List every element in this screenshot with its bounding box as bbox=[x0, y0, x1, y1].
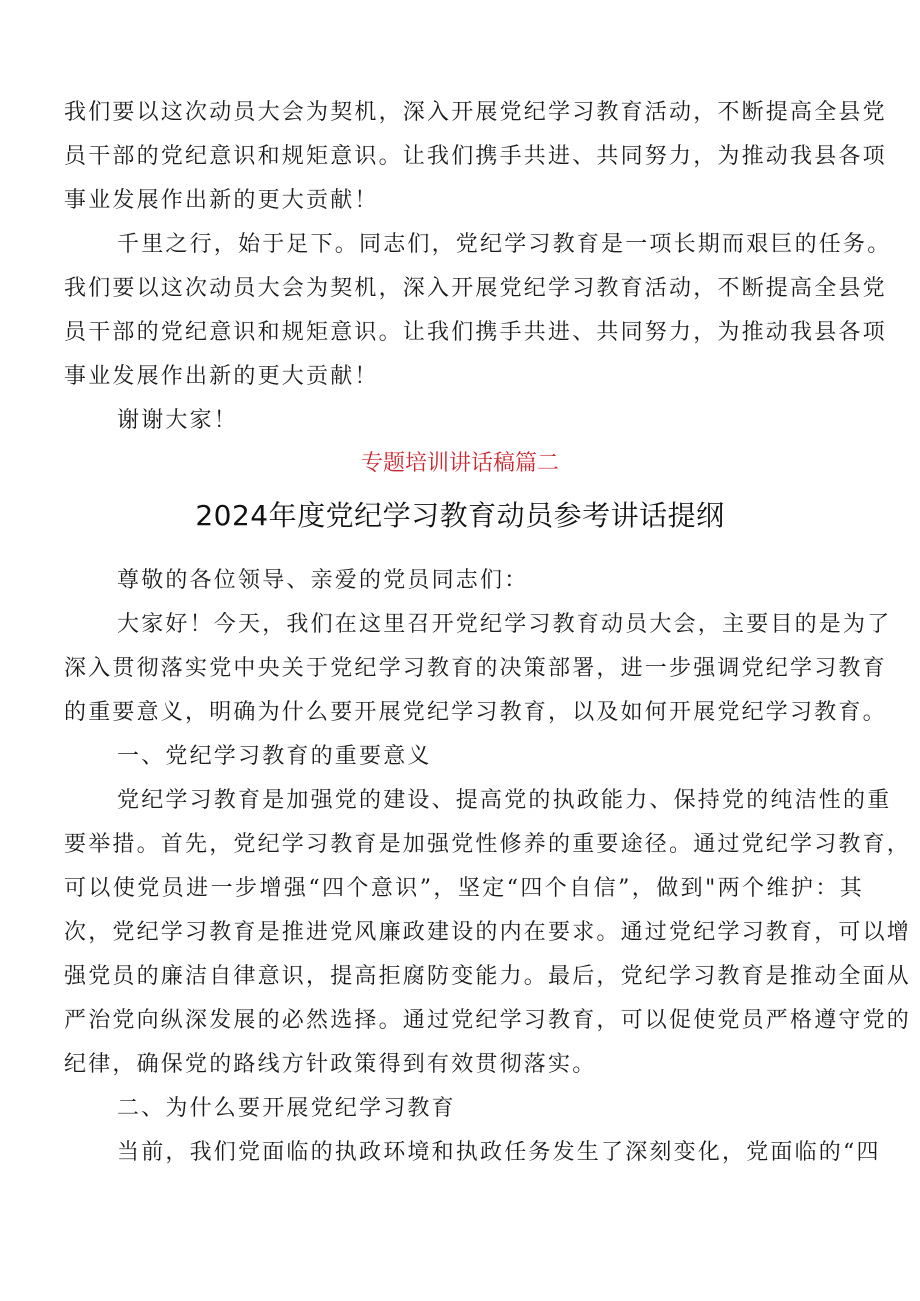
opening-line-1: 大家好！今天，我们在这里召开党纪学习教育动员大会，主要目的是为了 bbox=[117, 612, 892, 637]
opening-line-2: 深入贯彻落实党中央关于党纪学习教育的决策部署，进一步强调党纪学习教育 bbox=[64, 656, 887, 681]
thanks-text: 谢谢大家！ bbox=[117, 408, 239, 433]
salutation: 尊敬的各位领导、亲爱的党员同志们： bbox=[117, 568, 529, 593]
intro-line-3: 事业发展作出新的更大贡献！ bbox=[64, 188, 379, 213]
significance-line-3: 可以使党员进一步增强“四个意识”，坚定“四个自信”，做到"两个维护：其 bbox=[64, 876, 864, 901]
intro-line-1: 我们要以这次动员大会为契机，深入开展党纪学习教育活动，不断提高全县党 bbox=[64, 100, 887, 125]
document-title: 2024年度党纪学习教育动员参考讲话提纲 bbox=[195, 499, 725, 532]
significance-line-2: 要举措。首先，党纪学习教育是加强党性修养的重要途径。通过党纪学习教育， bbox=[64, 832, 912, 857]
section-heading-1: 一、党纪学习教育的重要意义 bbox=[117, 744, 432, 769]
significance-line-4: 次，党纪学习教育是推进党风廉政建设的内在要求。通过党纪学习教育，可以增 bbox=[64, 920, 912, 945]
significance-line-6: 严治党向纵深发展的必然选择。通过党纪学习教育，可以促使党员严格遵守党的 bbox=[64, 1008, 912, 1033]
significance-line-5: 强党员的廉洁自律意识，提高拒腐防变能力。最后，党纪学习教育是推动全面从 bbox=[64, 964, 912, 989]
intro-line-2: 员干部的党纪意识和规矩意识。让我们携手共进、共同努力，为推动我县各项 bbox=[64, 144, 887, 169]
closing-line-4: 事业发展作出新的更大贡献！ bbox=[64, 364, 379, 389]
closing-line-3: 员干部的党纪意识和规矩意识。让我们携手共进、共同努力，为推动我县各项 bbox=[64, 320, 887, 345]
section-heading-2: 二、为什么要开展党纪学习教育 bbox=[117, 1096, 456, 1121]
significance-line-1: 党纪学习教育是加强党的建设、提高党的执政能力、保持党的纯洁性的重 bbox=[117, 788, 892, 813]
significance-line-7: 纪律，确保党的路线方针政策得到有效贯彻落实。 bbox=[64, 1052, 597, 1077]
closing-line-2: 我们要以这次动员大会为契机，深入开展党纪学习教育活动，不断提高全县党 bbox=[64, 276, 887, 301]
current-line-1: 当前，我们党面临的执政环境和执政任务发生了深刻变化，党面临的“四 bbox=[117, 1140, 881, 1165]
closing-line-1: 千里之行，始于足下。同志们，党纪学习教育是一项长期而艰巨的任务。 bbox=[117, 232, 892, 257]
section-label: 专题培训讲话稿篇二 bbox=[360, 451, 559, 476]
opening-line-3: 的重要意义，明确为什么要开展党纪学习教育，以及如何开展党纪学习教育。 bbox=[64, 700, 887, 725]
